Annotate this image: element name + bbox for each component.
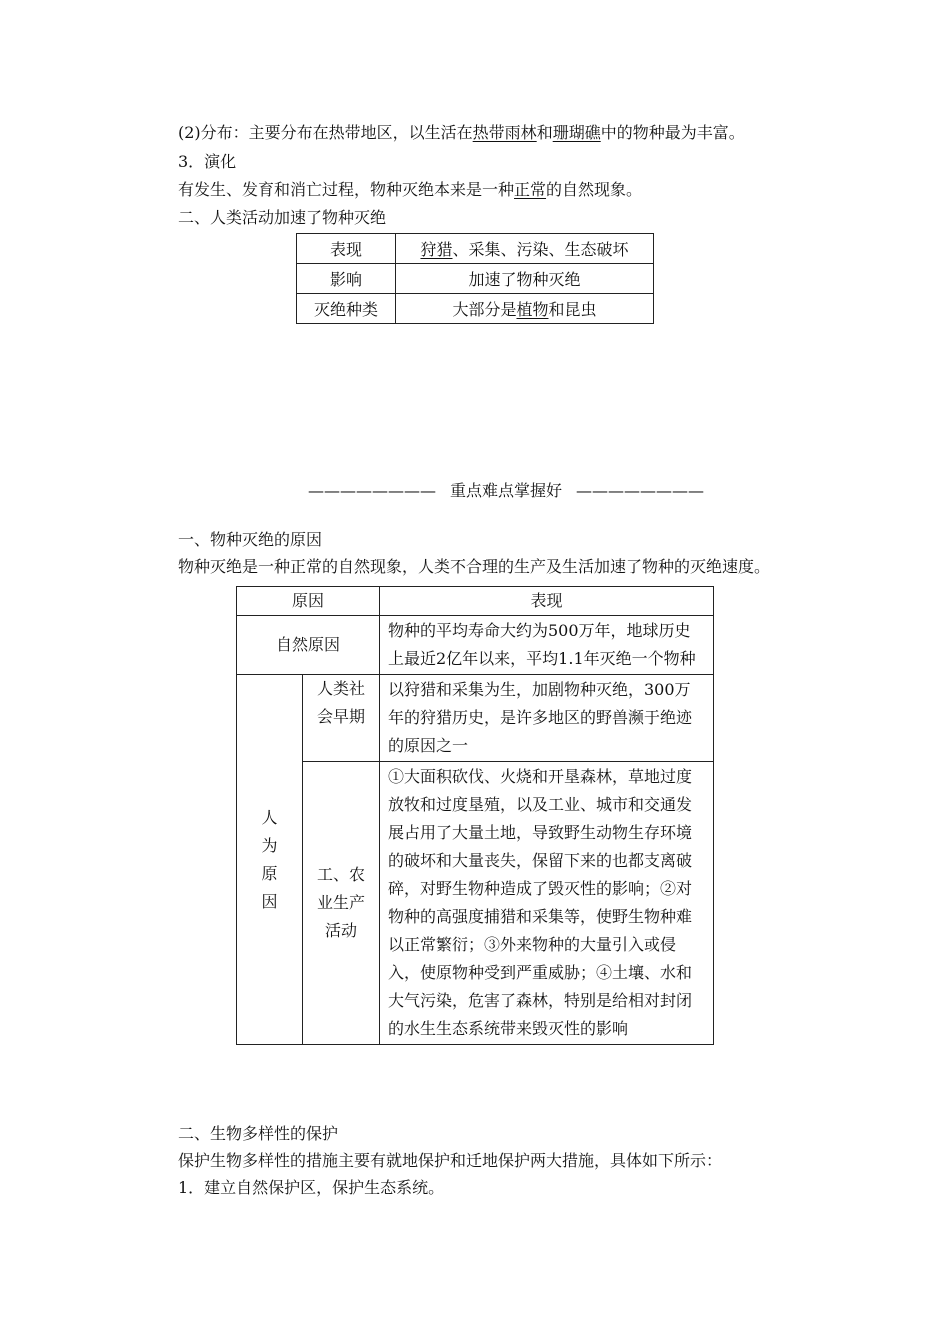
cell-text: 和昆虫 — [548, 300, 597, 319]
evo-underlined: 正常 — [514, 180, 547, 199]
evo-text-a: 有发生、发育和消亡过程，物种灭绝本来是一种 — [178, 180, 515, 199]
dist-underlined-1: 热带雨林 — [472, 123, 537, 142]
table-row — [237, 675, 714, 762]
extinction-causes-table — [236, 586, 714, 1045]
part1-intro: 物种灭绝是一种正常的自然现象，人类不合理的生产及生活加速了物种的灭绝速度。 — [178, 557, 771, 576]
header-cause: 原因 — [237, 587, 380, 616]
cell-text: 大部分是 — [452, 300, 517, 319]
table-row — [237, 616, 714, 675]
industry-desc-cell: ①大面积砍伐、火烧和开垦森林，草地过度放牧和过度垦殖，以及工业、城市和交通发展占用了大量土地，导致野生动物生存环境的破坏和大量丧失，保留下来的也都支离破碎，对野生物种造成了毁灭性的影响；②对物种的高强度捕猎和采集等，使野生物种难以正常繁衍；③外来物种的大量引入或侵入，使原物种受到严重威胁；④土壤、水和大气污染，危害了森林，特别是给相对封闭的水生生态系统带来毁灭性的影响 — [380, 762, 714, 1045]
human-cause-label: 人为原因 — [261, 807, 278, 911]
table-row — [297, 264, 654, 294]
underlined-term: 狩猎 — [420, 240, 453, 259]
part2-heading: 二、生物多样性的保护 — [178, 1124, 339, 1143]
dist-text-end: 中的物种最为丰富。 — [600, 123, 745, 142]
table-cell-key: 表现 — [297, 234, 396, 264]
table-cell-key: 影响 — [297, 264, 396, 294]
section2-title: 二、人类活动加速了物种灭绝 — [178, 208, 387, 227]
human-activity-table — [296, 233, 654, 324]
early-desc-cell: 以狩猎和采集为生，加剧物种灭绝，300万年的狩猎历史，是许多地区的野兽濒于绝迹的原因之一 — [380, 675, 714, 762]
early-cause-cell: 人类社会早期 — [303, 675, 380, 762]
distribution-line — [178, 123, 745, 143]
divider-rule-left: ———————— — [308, 481, 436, 500]
natural-desc-cell: 物种的平均寿命大约为500万年，地球历史上最近2亿年以来，平均1.1年灭绝一个物种 — [380, 616, 714, 675]
table-cell-key: 灭绝种类 — [297, 294, 396, 324]
industry-cause-cell: 工、农业生产活动 — [303, 762, 380, 1045]
evolution-line — [178, 180, 642, 200]
dist-underlined-2: 珊瑚礁 — [552, 123, 601, 142]
evolution-title: 3．演化 — [178, 152, 237, 171]
divider-rule-right: ———————— — [576, 481, 705, 500]
natural-cause-cell: 自然原因 — [237, 616, 380, 675]
divider-title: 重点难点掌握好 — [450, 481, 563, 500]
table-row — [297, 294, 654, 324]
table-row — [297, 234, 654, 264]
human-cause-cell — [237, 675, 303, 1045]
section-divider — [308, 478, 704, 501]
table-cell-value — [396, 294, 654, 324]
cell-text: 、采集、污染、生态破坏 — [452, 240, 629, 259]
dist-text: (2)分布：主要分布在热带地区，以生活在 — [178, 123, 473, 142]
part1-heading: 一、物种灭绝的原因 — [178, 530, 323, 549]
part2-item1: 1．建立自然保护区，保护生态系统。 — [178, 1178, 445, 1197]
table-header-row — [237, 587, 714, 616]
evo-text-b: 的自然现象。 — [546, 180, 643, 199]
table-row — [237, 762, 714, 1045]
table-cell-value — [396, 234, 654, 264]
underlined-term: 植物 — [516, 300, 549, 319]
part2-intro: 保护生物多样性的措施主要有就地保护和迁地保护两大措施，具体如下所示： — [178, 1151, 723, 1170]
header-desc: 表现 — [380, 587, 714, 616]
table-cell-value: 加速了物种灭绝 — [396, 264, 654, 294]
dist-text-mid: 和 — [536, 123, 553, 142]
